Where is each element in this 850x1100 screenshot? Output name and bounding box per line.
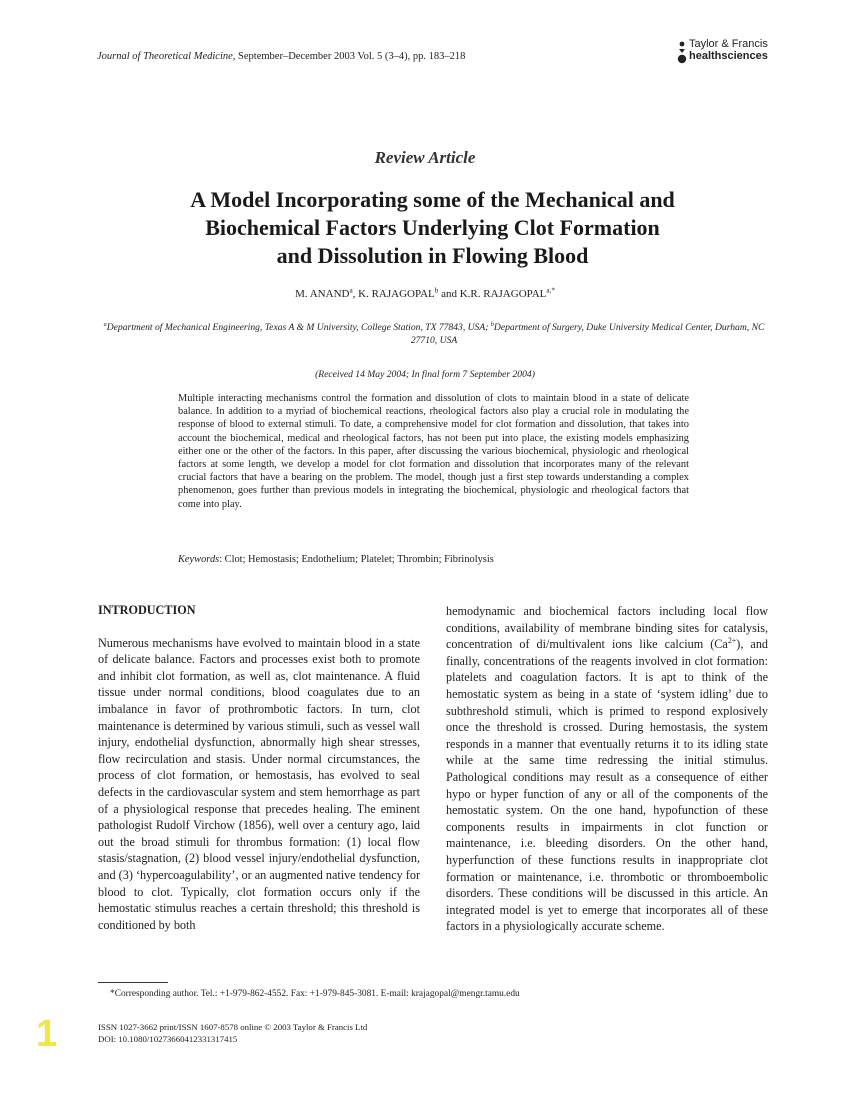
logo-mark-icon — [677, 40, 687, 64]
keywords-label: Keywords — [178, 554, 220, 565]
title-line: Biochemical Factors Underlying Clot Formation — [205, 215, 660, 240]
logo-line-publisher: Taylor & Francis — [689, 38, 768, 50]
doi-line: DOI: 10.1080/10273660412331317415 — [98, 1034, 238, 1044]
body-paragraph: hemodynamic and biochemical factors including local flow conditions, availability of membrane binding sites for catalysis, concentration of di/multivalent ions like calcium $(Ca^{2+})$, and finally, concentrations of the reagents involved in clot formation: platelets and coagulation factors. It is apt to think of the hemostatic system as being in a state of ‘system idling’ due to subthreshold stimuli, which is primed to respond explosively once the threshold is crossed. During hemostasis, the system responds in a manner that eventually returns it to its idling state while at the same time redressing the initial stimulus. Pathological conditions may result as a consequence of either hypo or hyper function of any or all of the components of the hemostatic system. On the one hand, hypofunction of these components results in impairments in clot function or maintenance, i.e. bleeding disorders. On the other hand, hyperfunction of these functions results in inappropriate clot formation or maintenance, i.e. thrombotic or thromboembolic disorders. These conditions will be discussed in this article. An integrated model is yet to emerge that incorporates all of these factors in a physiologically accurate scheme. — [446, 604, 769, 934]
section-heading: INTRODUCTION — [98, 603, 196, 617]
abstract: Multiple interacting mechanisms control the formation and dissolution of clots to maintain blood in a state of delicate balance. In addition to a myriad of biochemical reactions, rheological factors also play a crucial role in modulating the response of blood to external stimuli. To date, a comprehensive model for clot formation and dissolution, that takes into account the biochemical, medical and rheological factors, has not been put into place, the existing models emphasizing either one or the other of the factors. In this paper, after discussing the various biochemical, physiologic and rheological factors at some length, we develop a model for clot formation and dissolution that incorporates many of the relevant crucial factors that have a bearing on the problem. The model, though just a first step towards understanding a complex phenomenon, goes further than previous models in integrating the biochemical, physiologic and rheological factors that come into play. — [178, 393, 689, 510]
received-dates: (Received 14 May 2004; In final form 7 September 2004) — [315, 369, 535, 380]
keywords — [178, 554, 494, 565]
body-column-right — [446, 603, 768, 935]
body-column-left — [98, 602, 420, 933]
footnote-rule — [98, 982, 168, 983]
corresponding-author-footnote: *Corresponding author. Tel.: +1-979-862-4552. Fax: +1-979-845-3081. E-mail: krajagopal@mengr.tamu.edu — [110, 989, 520, 999]
keywords-list: : Clot; Hemostasis; Endothelium; Platelet; Thrombin; Fibrinolysis — [219, 554, 494, 565]
journal-name: Journal of Theoretical Medicine — [97, 51, 233, 62]
publisher-logo — [677, 38, 777, 66]
title-line: and Dissolution in Flowing Blood — [276, 243, 589, 268]
journal-citation — [97, 51, 465, 62]
issn-line: ISSN 1027-3662 print/ISSN 1607-8578 online © 2003 Taylor & Francis Ltd — [98, 1022, 368, 1032]
author-list: M. ANAND$^a$, K. RAJAGOPAL$^b$ and K.R. $RAJAGOPAL^{a,*}$ — [295, 286, 555, 300]
article-title — [100, 186, 765, 270]
page-number: 1 — [36, 1013, 58, 1055]
body-paragraph: Numerous mechanisms have evolved to maintain blood in a state of delicate balance. Factors and processes exist both to promote and inhibit clot formation, as well as, clot maintenance. A fluid tissue under normal conditions, blood coagulates due to an imbalance in favor of prothrombotic factors. In turn, clot maintenance is determined by various stimuli, such as vessel wall injury, endothelial dysfunction, abnormally high shear stresses, flow recirculation and stasis. Under normal circumstances, the process of clot formation, or hemostasis, has evolved to seal defects in the cardiovascular system and stem hemorrhage as part of a physiological response that precedes healing. The eminent pathologist Rudolf Virchow (1856), well over a century ago, laid out the broad stimuli for thrombus formation: (1) local flow stasis/stagnation, (2) blood vessel injury/endothelial dysfunction, and (3) ‘hypercoagulability’, or an augmented native tendency for blood to clot. Typically, clot formation occurs only if the hemostatic stimulus reaches a certain threshold; this threshold is conditioned by both — [98, 635, 420, 932]
title-line: A Model Incorporating some of the Mechanical and — [190, 187, 675, 212]
affiliations: $^a$Department of Mechanical Engineering, Texas A & M University, College Station, TX 77843, USA; $^b$Department of Surgery, Duke University Medical Center, Durham, NC 27710, USA — [103, 320, 765, 346]
issn-doi-block — [98, 1021, 367, 1045]
journal-issue-info: , September–December 2003 Vol. 5 (3–4), pp. 183–218 — [232, 51, 466, 62]
article-type: Review Article — [374, 148, 476, 167]
logo-line-imprint: healthsciences — [689, 50, 768, 62]
